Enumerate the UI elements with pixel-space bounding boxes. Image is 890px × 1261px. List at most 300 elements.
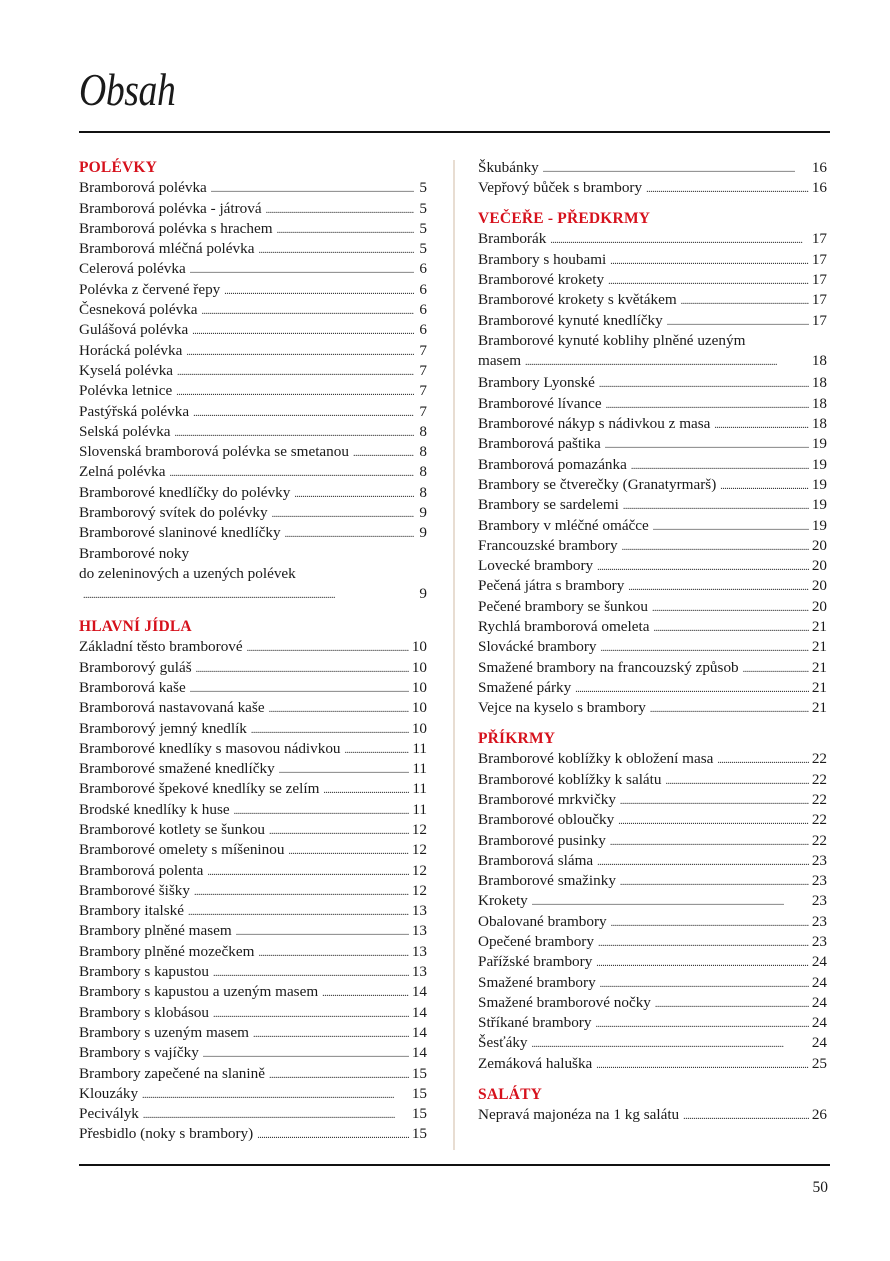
dot-leader [196, 660, 409, 680]
toc-entry-page: 18 [811, 374, 827, 392]
toc-entry [478, 749, 827, 769]
dot-leader [83, 586, 414, 606]
toc-entry-page: 20 [811, 557, 827, 575]
toc-entry [478, 475, 827, 495]
toc-entry-title: Francouzské brambory [478, 536, 618, 554]
toc-entry-page: 15 [411, 1125, 427, 1143]
dot-leader [257, 1126, 409, 1146]
toc-entry-title: Brambory se čtverečky (Granatyrmarš) [478, 475, 717, 493]
toc-entry-page: 9 [419, 585, 427, 603]
toc-entry-page: 21 [811, 678, 827, 696]
dot-leader [550, 231, 808, 251]
toc-entry-title: Bramborové obloučky [478, 811, 615, 829]
toc-entry-page: 23 [811, 912, 827, 930]
toc-entry-title: Brambory s kapustou [79, 963, 209, 981]
toc-entry-title: Kyselá polévka [79, 361, 174, 379]
dot-leader [623, 497, 809, 517]
toc-entry-page: 8 [419, 422, 427, 440]
header-rule [79, 131, 830, 133]
dot-leader [681, 292, 809, 312]
toc-entry [478, 158, 827, 178]
toc-entry [79, 698, 427, 718]
dot-leader [525, 353, 809, 373]
dot-leader [620, 873, 809, 893]
toc-entry-title: Zemáková haluška [478, 1054, 593, 1072]
dot-leader [294, 485, 414, 505]
toc-entry-page: 22 [811, 790, 827, 808]
toc-entry [79, 962, 427, 982]
toc-entry-title: Bramborové pusinky [478, 831, 606, 849]
toc-entry-title: Brambory italské [79, 902, 185, 920]
dot-leader [345, 741, 410, 761]
toc-section [478, 209, 827, 718]
toc-entry [478, 331, 827, 374]
column-divider [453, 160, 455, 1150]
dot-leader [610, 252, 809, 272]
toc-entry [79, 1124, 427, 1144]
toc-section [478, 1085, 827, 1126]
toc-entry-title: Bramborové omelety s míšeninou [79, 841, 285, 859]
toc-entry-page: 5 [419, 179, 427, 197]
toc-right-column [478, 158, 827, 1125]
toc-entry [79, 1023, 427, 1043]
dot-leader [288, 842, 408, 862]
dot-leader [279, 761, 410, 781]
toc-entry-title: Opečené brambory [478, 932, 594, 950]
toc-entry-page: 14 [411, 1044, 427, 1062]
dot-leader [622, 538, 809, 558]
toc-entry-title-line: Bramborové kynuté koblihy plněné uzeným [478, 331, 746, 349]
toc-entry-page: 17 [811, 250, 827, 268]
dot-leader [599, 375, 809, 395]
footer-rule [79, 1164, 830, 1166]
dot-leader [323, 781, 409, 801]
toc-entry-page: 22 [811, 770, 827, 788]
toc-entry-page: 17 [811, 270, 827, 288]
toc-entry [478, 891, 827, 911]
dot-leader [595, 1015, 808, 1035]
toc-entry-title: Bramborové smažené knedlíčky [79, 760, 275, 778]
dot-leader [269, 700, 409, 720]
toc-entry [478, 270, 827, 290]
toc-entry-title: Pecivályk [79, 1105, 139, 1123]
toc-entry-page: 6 [419, 280, 427, 298]
toc-entry-page: 22 [811, 831, 827, 849]
toc-entry-title: Bramborové šišky [79, 881, 190, 899]
toc-entry-page: 12 [411, 821, 427, 838]
dot-leader [193, 404, 414, 424]
toc-entry [478, 434, 827, 454]
toc-entry [79, 361, 427, 381]
toc-entry [478, 770, 827, 790]
dot-leader [143, 1106, 409, 1126]
toc-entry-title: Bramborové kotlety se šunkou [79, 821, 266, 838]
toc-entry-title: Brambory s kapustou a uzeným masem [79, 983, 319, 1001]
toc-entry-page: 19 [811, 435, 827, 453]
toc-entry-page: 6 [419, 260, 427, 278]
toc-entry [478, 993, 827, 1013]
toc-entry [79, 239, 427, 259]
dot-leader [628, 578, 808, 598]
toc-entry-page: 20 [811, 597, 827, 615]
toc-entry-title: Bramborové krokety s květákem [478, 291, 677, 309]
dot-leader [667, 313, 809, 333]
dot-leader [532, 1035, 809, 1055]
dot-leader [720, 477, 809, 497]
dot-leader [194, 883, 409, 903]
dot-leader [575, 680, 809, 700]
toc-entry-title: Polévka letnice [79, 382, 173, 400]
toc-entry-title: Bramborák [478, 230, 547, 248]
toc-entry-title: Bramborové mrkvičky [478, 790, 616, 808]
toc-entry [79, 199, 427, 219]
dot-leader [272, 505, 414, 525]
toc-entry [478, 373, 827, 393]
toc-entry-page: 15 [411, 1064, 427, 1082]
dot-leader [213, 1005, 409, 1025]
toc-entry-page: 21 [811, 618, 827, 636]
toc-entry-list [79, 178, 427, 606]
toc-entry [478, 250, 827, 270]
toc-entry [478, 556, 827, 576]
toc-entry [478, 1105, 827, 1125]
section-heading: VEČEŘE - PŘEDKRMY [478, 210, 651, 228]
toc-entry [79, 982, 427, 1002]
toc-entry [79, 739, 427, 759]
toc-entry [79, 544, 427, 607]
dot-leader [190, 680, 409, 700]
toc-entry-page: 22 [811, 750, 827, 768]
toc-entry-page: 17 [811, 311, 827, 329]
toc-entry-page: 14 [411, 1003, 427, 1021]
toc-entry-page: 5 [419, 240, 427, 258]
toc-entry [478, 455, 827, 475]
dot-leader [543, 160, 809, 180]
toc-entry-title: Brambory se sardelemi [478, 496, 619, 514]
toc-entry-page: 7 [419, 341, 427, 359]
toc-entry [79, 1043, 427, 1063]
toc-entry-page: 20 [811, 577, 827, 595]
toc-section [478, 158, 827, 199]
toc-section [79, 617, 427, 1145]
toc-entry-title: Bramborové koblížky k obložení masa [478, 750, 714, 768]
toc-entry-page: 11 [412, 780, 427, 798]
dot-leader [596, 1056, 809, 1076]
toc-entry-title: Smažené párky [478, 678, 572, 696]
toc-entry-page: 11 [412, 739, 427, 757]
toc-entry-title: Gulášová polévka [79, 321, 189, 339]
dot-leader [266, 201, 414, 221]
toc-entry [478, 311, 827, 331]
toc-section [478, 729, 827, 1074]
toc-entry-title: Bramborové lívance [478, 394, 602, 412]
toc-entry [79, 300, 427, 320]
toc-entry-page: 13 [411, 942, 427, 960]
section-heading: POLÉVKY [79, 159, 158, 176]
toc-entry-page: 25 [811, 1054, 827, 1072]
toc-entry [478, 637, 827, 657]
toc-entry [478, 414, 827, 434]
toc-entry-title: Nepravá majonéza na 1 kg salátu [478, 1105, 680, 1123]
dot-leader [653, 619, 808, 639]
toc-entry-title: Stříkané brambory [478, 1014, 592, 1032]
dot-leader [247, 639, 409, 659]
toc-entry-title: Brambory s uzeným masem [79, 1023, 249, 1041]
dot-leader [192, 322, 414, 342]
toc-entry-title: Bramborové knedlíčky do polévky [79, 483, 291, 501]
toc-entry [478, 932, 827, 952]
toc-entry [79, 901, 427, 921]
toc-entry-title: Bramborový svítek do polévky [79, 504, 268, 522]
toc-entry-title: Bramborová mléčná polévka [79, 240, 255, 258]
toc-entry-page: 24 [811, 993, 827, 1011]
toc-entry [79, 422, 427, 442]
dot-leader [605, 436, 809, 456]
toc-entry-page: 19 [811, 455, 827, 473]
toc-entry-page: 21 [811, 658, 827, 676]
dot-leader [202, 302, 414, 322]
toc-entry-list [478, 229, 827, 718]
toc-entry [478, 678, 827, 698]
toc-entry [478, 973, 827, 993]
toc-entry [79, 719, 427, 739]
toc-entry-title: Rychlá bramborová omeleta [478, 618, 650, 636]
toc-entry [478, 698, 827, 718]
toc-entry-page: 8 [419, 483, 427, 501]
toc-entry-title: Celerová polévka [79, 260, 186, 278]
toc-entry-page: 21 [811, 699, 827, 717]
page-title: Obsah [79, 64, 176, 115]
toc-entry-page: 18 [811, 352, 827, 370]
dot-leader [234, 802, 410, 822]
dot-leader [211, 180, 414, 200]
toc-section [79, 158, 427, 607]
dot-leader [251, 721, 409, 741]
toc-entry-page: 11 [412, 800, 427, 818]
toc-entry [478, 1013, 827, 1033]
dot-leader [665, 772, 808, 792]
toc-entry-title: Lovecké brambory [478, 557, 594, 575]
toc-entry [79, 942, 427, 962]
dot-leader [618, 812, 809, 832]
toc-entry-page: 7 [419, 361, 427, 379]
toc-entry [478, 1033, 827, 1053]
toc-entry-title: Škubánky [478, 159, 539, 176]
toc-entry-title: Bramborové špekové knedlíky se zelím [79, 780, 320, 798]
toc-entry [79, 280, 427, 300]
toc-entry [79, 678, 427, 698]
dot-leader [601, 639, 809, 659]
toc-entry-page: 7 [419, 382, 427, 400]
toc-entry [79, 779, 427, 799]
page-number: 50 [812, 1179, 828, 1196]
toc-entry [478, 516, 827, 536]
toc-entry-page: 8 [419, 463, 427, 481]
toc-entry-title: Smažené brambory na francouzský způsob [478, 658, 739, 676]
dot-leader [186, 343, 414, 363]
toc-entry-page: 21 [811, 638, 827, 656]
toc-entry-title: Slovenská bramborová polévka se smetanou [79, 443, 349, 461]
toc-entry [79, 341, 427, 361]
toc-entry-title: Bramborová polévka s hrachem [79, 219, 273, 237]
dot-leader [596, 954, 809, 974]
toc-entry-page: 13 [411, 902, 427, 920]
dot-leader [176, 383, 414, 403]
toc-entry-title: Bramborová polévka - játrová [79, 199, 262, 217]
dot-leader [631, 457, 809, 477]
toc-entry-page: 12 [411, 881, 427, 899]
toc-entry-page: 10 [411, 678, 427, 696]
dot-leader [190, 261, 414, 281]
toc-entry-title: Bramborový guláš [79, 658, 192, 676]
toc-entry-list [478, 749, 827, 1074]
toc-entry-title: Bramborová polévka [79, 179, 207, 197]
toc-entry-title: Bramborové slaninové knedlíčky [79, 524, 281, 542]
toc-entry-title: Krokety [478, 892, 528, 910]
toc-entry-title: do zeleninových a uzených polévek [79, 564, 296, 582]
toc-entry-page: 24 [811, 1014, 827, 1032]
toc-entry [478, 810, 827, 830]
toc-entry-page: 7 [419, 402, 427, 420]
dot-leader [600, 975, 809, 995]
toc-entry-title: Bramborové nákyp s nádivkou z masa [478, 415, 711, 433]
toc-entry [79, 800, 427, 820]
toc-entry-title: Česneková polévka [79, 301, 198, 319]
toc-entry-title: Bramborová sláma [478, 851, 594, 869]
toc-entry-page: 26 [811, 1105, 827, 1123]
section-heading: HLAVNÍ JÍDLA [79, 618, 192, 636]
toc-entry [478, 495, 827, 515]
dot-leader [269, 822, 409, 842]
toc-entry-page: 18 [811, 394, 827, 412]
toc-entry [478, 912, 827, 932]
toc-entry-title: Bramborová paštika [478, 435, 601, 453]
dot-leader [285, 525, 414, 545]
dot-leader [207, 863, 408, 883]
toc-entry-title: Pečené brambory se šunkou [478, 597, 648, 615]
dot-leader [322, 984, 409, 1004]
toc-entry-title: Selská polévka [79, 422, 171, 440]
toc-entry-title: Základní těsto bramborové [79, 638, 243, 656]
toc-entry-title: Bramborové kynuté knedlíčky [478, 311, 663, 329]
toc-entry-page: 6 [419, 301, 427, 319]
dot-leader [598, 934, 809, 954]
toc-entry [79, 840, 427, 860]
toc-entry [79, 1104, 427, 1124]
dot-leader [169, 464, 414, 484]
toc-entry-page: 24 [811, 1034, 827, 1052]
toc-entry [79, 921, 427, 941]
toc-entry [478, 290, 827, 310]
dot-leader [188, 903, 409, 923]
toc-entry-title-line: Bramborové noky [79, 544, 190, 562]
toc-entry-title: Vejce na kyselo s brambory [478, 699, 646, 717]
dot-leader [650, 700, 809, 720]
toc-entry-title: Brambory s houbami [478, 250, 607, 268]
dot-leader [236, 923, 409, 943]
toc-entry [79, 658, 427, 678]
dot-leader [277, 221, 414, 241]
dot-leader [597, 558, 809, 578]
toc-entry-list [478, 158, 827, 199]
toc-entry-title: Slovácké brambory [478, 638, 597, 656]
toc-entry [79, 462, 427, 482]
toc-entry [478, 178, 827, 198]
dot-leader [175, 424, 414, 444]
toc-entry-title: Šesťáky [478, 1034, 528, 1052]
toc-entry-page: 19 [811, 475, 827, 493]
toc-entry-page: 23 [811, 892, 827, 910]
toc-entry-title: Bramborové smažinky [478, 872, 616, 890]
toc-entry [478, 658, 827, 678]
toc-entry-page: 10 [411, 719, 427, 737]
toc-entry-page: 23 [811, 872, 827, 890]
dot-leader [597, 853, 809, 873]
toc-entry-page: 20 [811, 536, 827, 554]
toc-entry-page: 17 [811, 230, 827, 248]
toc-entry-page: 9 [419, 524, 427, 542]
toc-entry-page: 19 [811, 516, 827, 534]
toc-entry-title: Brambory s klobásou [79, 1003, 209, 1021]
toc-entry-page: 12 [411, 841, 427, 859]
dot-leader [610, 833, 809, 853]
dot-leader [203, 1045, 409, 1065]
toc-entry-title: Přesbidlo (noky s brambory) [79, 1125, 254, 1143]
toc-entry [79, 442, 427, 462]
toc-entry [478, 851, 827, 871]
dot-leader [655, 995, 809, 1015]
toc-entry [79, 402, 427, 422]
toc-entry-page: 16 [811, 179, 827, 197]
toc-entry-title: Brambory Lyonské [478, 374, 595, 392]
dot-leader [646, 180, 809, 200]
toc-entry-title: Pastýřská polévka [79, 402, 190, 420]
dot-leader [653, 518, 809, 538]
toc-entry [79, 178, 427, 198]
toc-entry-title: Brambory v mléčné omáčce [478, 516, 649, 534]
toc-entry [79, 1064, 427, 1084]
toc-entry [478, 536, 827, 556]
toc-entry-title: Bramborová pomazánka [478, 455, 627, 473]
dot-leader [269, 1066, 409, 1086]
toc-entry [478, 871, 827, 891]
dot-leader [213, 964, 409, 984]
toc-entry [478, 394, 827, 414]
toc-entry [79, 881, 427, 901]
dot-leader [177, 363, 414, 383]
dot-leader [611, 914, 809, 934]
toc-entry-title: Smažené bramborové nočky [478, 993, 651, 1011]
toc-left-column [79, 158, 427, 1145]
toc-entry-page: 18 [811, 415, 827, 433]
dot-leader [743, 660, 809, 680]
toc-entry [79, 759, 427, 779]
toc-entry-page: 10 [411, 638, 427, 656]
toc-entry [79, 320, 427, 340]
toc-entry-page: 13 [411, 922, 427, 940]
toc-entry-title: Brambory zapečené na slanině [79, 1064, 265, 1082]
toc-entry-list [478, 1105, 827, 1125]
toc-entry [478, 617, 827, 637]
toc-entry-page: 14 [411, 1023, 427, 1041]
toc-entry-title: Polévka z červené řepy [79, 280, 221, 298]
dot-leader [258, 241, 414, 261]
toc-entry [478, 831, 827, 851]
dot-leader [258, 944, 408, 964]
toc-entry-title: Brodské knedlíky k huse [79, 800, 230, 818]
toc-entry-page: 22 [811, 811, 827, 829]
toc-entry-page: 16 [811, 159, 827, 176]
